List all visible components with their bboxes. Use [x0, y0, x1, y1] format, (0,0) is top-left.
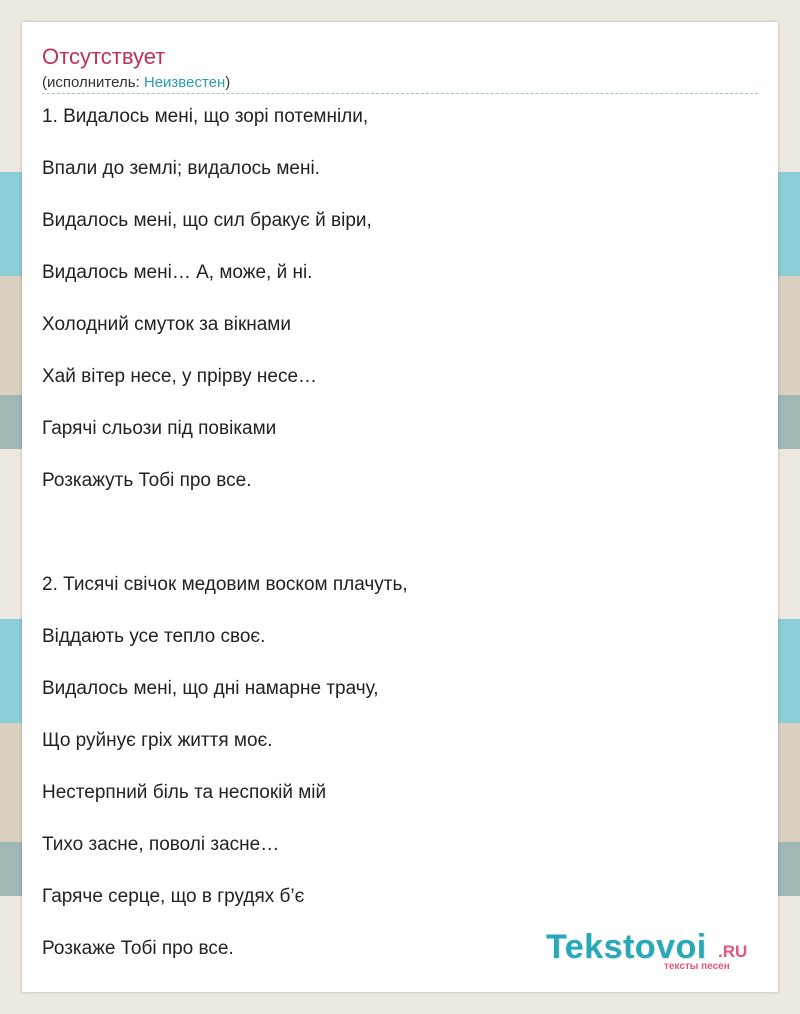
lyric-line: Що руйнує гріх життя моє.: [42, 730, 273, 751]
lyric-line: 1. Видалось мені, що зорі потемніли,: [42, 106, 369, 127]
lyric-line: Розкажуть Тобі про все.: [42, 470, 252, 491]
lyric-line: 2. Тисячі свічок медовим воском плачуть,: [42, 574, 408, 595]
lyric-line: Видалось мені, що сил бракує й віри,: [42, 210, 372, 231]
lyric-line: Видалось мені… А, може, й ні.: [42, 262, 313, 283]
lyric-line: Гаряче серце, що в грудях б’є: [42, 886, 305, 907]
lyric-line: Тихо засне, поволі засне…: [42, 834, 280, 855]
lyric-line: Хай вітер несе, у прірву несе…: [42, 366, 318, 387]
artist-prefix: (исполнитель:: [42, 74, 144, 91]
lyric-line: Видалось мені, що дні намарне трачу,: [42, 678, 379, 699]
title-divider: [42, 93, 758, 94]
lyric-line: Віддають усе тепло своє.: [42, 626, 266, 647]
logo-tagline: тексты песен: [664, 961, 730, 972]
song-title: Отсутствует: [42, 44, 166, 69]
lyric-line: Впали до землі; видалось мені.: [42, 158, 320, 179]
site-logo[interactable]: [546, 928, 756, 970]
artist-line: [42, 74, 230, 91]
lyric-line: Холодний смуток за вікнами: [42, 314, 291, 335]
lyric-line: Нестерпний біль та неспокій мій: [42, 782, 327, 803]
logo-name: Tekstovoi: [546, 928, 707, 966]
artist-suffix: ): [225, 74, 231, 91]
logo-domain: .RU: [718, 942, 748, 961]
lyric-line: Гарячі сльози під повіками: [42, 418, 277, 439]
artist-link[interactable]: Неизвестен: [143, 74, 226, 91]
lyric-line: Розкаже Тобі про все.: [42, 938, 234, 959]
lyrics-card: [22, 22, 778, 992]
